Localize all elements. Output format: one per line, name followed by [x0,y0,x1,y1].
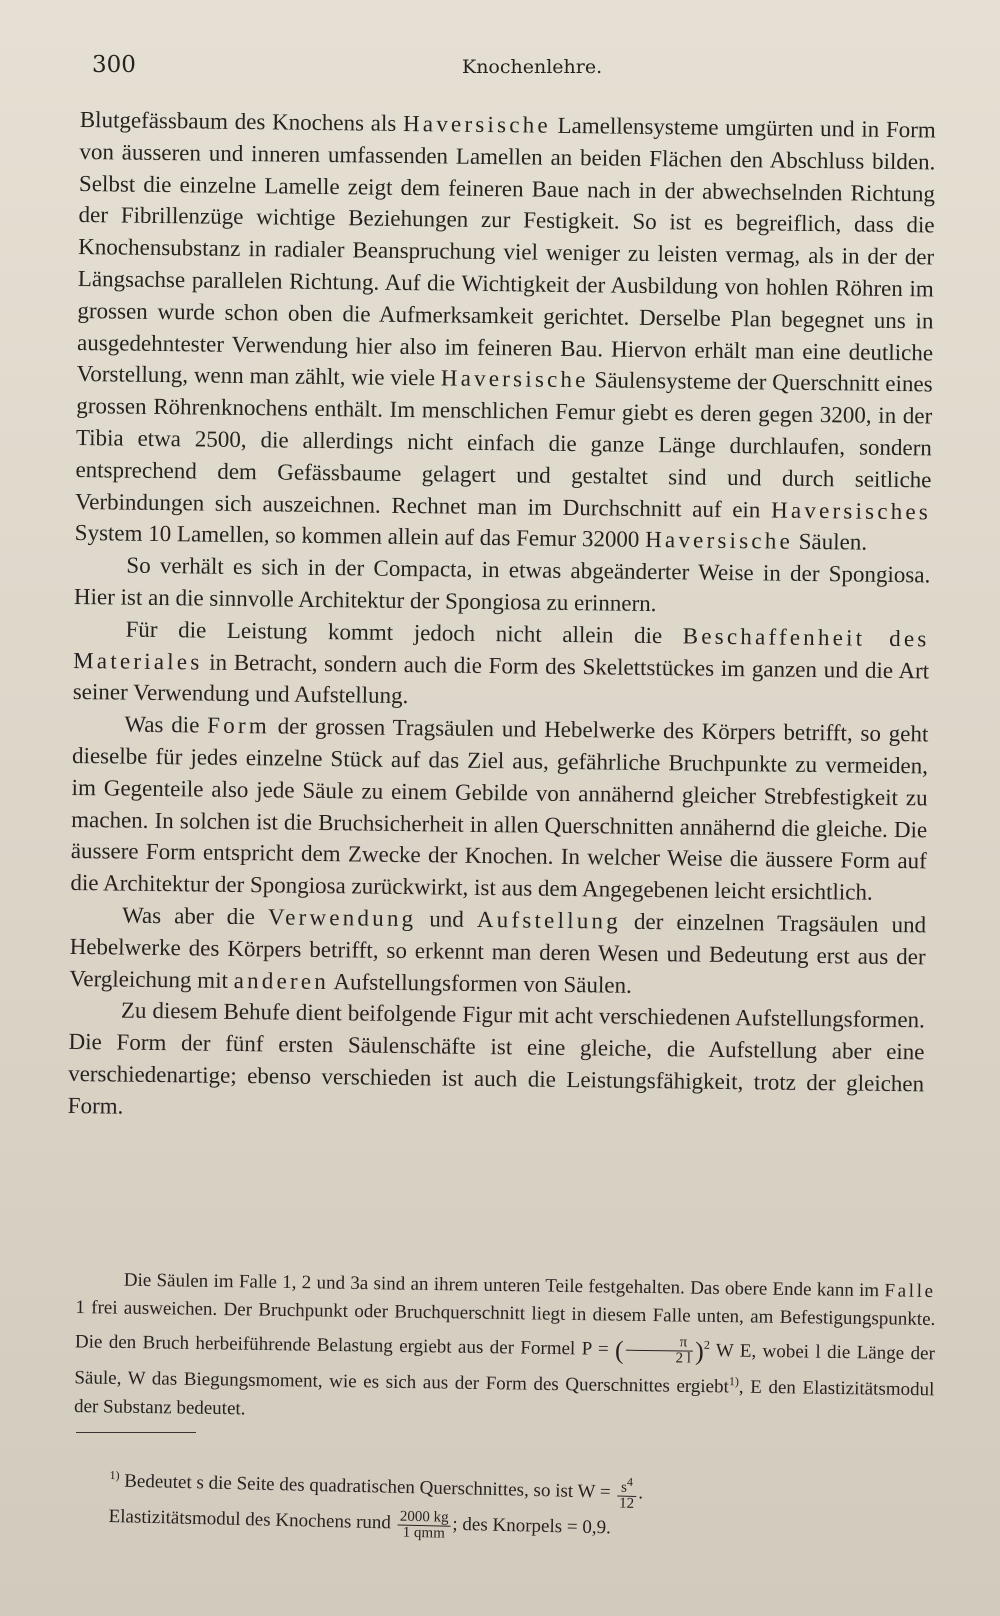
footnote-marker: 1) [109,1467,120,1483]
small-print-paragraph [74,1266,936,1433]
emphasized-term: Verwendung [267,904,417,932]
modulus-fraction: $\frac{2000 kg}{\text{1 qmm}}$ [397,1509,450,1541]
emphasized-term: Haversische [440,365,589,393]
body-paragraph: So verhält es sich in der Compacta, in etwas abgeänderter Weise in der Spongiosa. Hier ist an die sinnvolle Architektur der Spongiosa zu erinnern. [73,552,931,617]
body-paragraph: Was aber die Verwendung und Aufstellung der einzelnen Tragsäulen und Hebelwerke des Körpers betrifft, so erkennt man deren Wesen und Bedeutung erst aus der Vergleichung mit anderen Aufstellungsformen von Säulen. [69,902,927,998]
emphasized-term: anderen [233,967,330,994]
page-header [92,52,930,92]
main-text [68,104,936,1132]
footnote-line-1: $^{1)}$ Bedeutet s die Seite des quadratischen Querschnittes, so ist W = $\frac{s^4}{12}$ . [109,1467,644,1513]
w-fraction: $\frac{s^4}{12}$ [617,1475,637,1512]
emphasized-term: Haversische [402,110,552,138]
body-paragraph: Für die Leistung kommt jedoch nicht allein die Beschaffenheit des Materiales in Betracht, sondern auch die Form des Skelettstückes im ganzen und die Art seiner Verwendung und Aufstellung. [72,616,930,709]
body-paragraph: Was die Form der grossen Tragsäulen und Hebelwerke des Körpers betrifft, so geht dieselbe für jedes einzelne Stück auf das Ziel aus, gefährliche Bruchpunkte zu vermeiden, im Gegenteile also jede Säule zu einem Gebilde von annähernd gleicher Strebfestigkeit zu machen. In solchen ist die Bruchsicherheit in allen Querschnitten annähernd die gleiche. Die äussere Form entspricht dem Zwecke der Knochen. In welcher Weise die äussere Form auf die Architektur der Spongiosa zurückwirkt, ist aus dem Angegebenen leicht ersichtlich. [70,711,929,905]
footnote-line-2: Elastizitätsmodul des Knochens rund $\frac{2000 kg}{\text{1 qmm}}$ ; des Knorpels = 0,9. [108,1506,612,1542]
formula-fraction: $\frac{\pi}{2 l}$ [625,1335,693,1367]
running-head: Knochenlehre. [462,56,603,78]
emphasized-term: Form [207,712,271,739]
emphasized-term: Aufstellung [476,906,622,934]
page-number: 300 [92,52,136,78]
footnote-divider [76,1432,196,1433]
body-paragraph: Blutgefässbaum des Knochens als Haversische Lamellensysteme umgürten und in Form von äusseren und inneren umfassenden Lamellen an beiden Flächen den Abschluss bilden. Selbst die einzelne Lamelle zeigt dem feineren Baue nach in der abwechselnden Richtung der Fibrillenzüge wichtige Beziehungen zur Festigkeit. So ist es begreiflich, dass die Knochensubstanz in radialer Beanspruchung viel weniger zu leisten vermag, als in der der Längsachse parallelen Richtung. Auf die Wichtigkeit der Ausbildung von hohlen Röhren im grossen wurde schon oben die Aufmerksamkeit gerichtet. Derselbe Plan begegnet uns in ausgedehntester Verwendung hier also im feineren Bau. Hiervon erhält man eine deutliche Vorstellung, wenn man zählt, wie viele Haversische Säulensysteme der Querschnitt eines grossen Röhrenknochens enthält. Im menschlichen Femur giebt es deren gegen 3200, in der Tibia etwa 2500, die allerdings nicht einfach die ganze Länge durchlaufen, sondern entsprechend dem Gefässbaume gelagert und gestaltet sind und durch seitliche Verbindungen sich auszeichnen. Rechnet man im Durchschnitt auf ein Haversisches System 10 Lamellen, so kommen allein auf das Femur 32000 Haversische Säulen. [74,106,936,556]
body-paragraph: Zu diesem Behufe dient beifolgende Figur mit acht verschiedenen Aufstellungsformen. Die Form der fünf ersten Säulenschäfte ist eine gleiche, die Aufstellung aber eine verschiedenartige; ebenso verschieden ist auch die Leistungsfähigkeit, trotz der gleichen Form. [67,997,926,1119]
footnote-reference[interactable]: 1) [728,1374,740,1389]
footnote-section [108,1458,930,1553]
emphasized-term: Haversisches [770,497,932,524]
small-paragraph: Die Säulen im Falle 1, 2 und 3a sind an ihrem unteren Teile festgehalten. Das obere Ende kann im Falle 1 frei ausweichen. Der Bruchpunkt oder Bruchquerschnitt liegt in diesem Falle unten, am Befestigungspunkte. Die den Bruch herbeiführende Belastung ergiebt aus der Formel P = ( $\frac{\pi}{2 l}$ )$^2$ W E, wobei l die Länge der Säule, W das Biegungsmoment, wie es sich aus der Form des Querschnittes ergiebt$^{1)}$, E den Elastizitätsmodul der Substanz bedeutet. [73,1269,936,1420]
emphasized-term: Beschaffenheit des Materiales [73,623,930,675]
emphasized-term: Haversische [645,527,794,555]
